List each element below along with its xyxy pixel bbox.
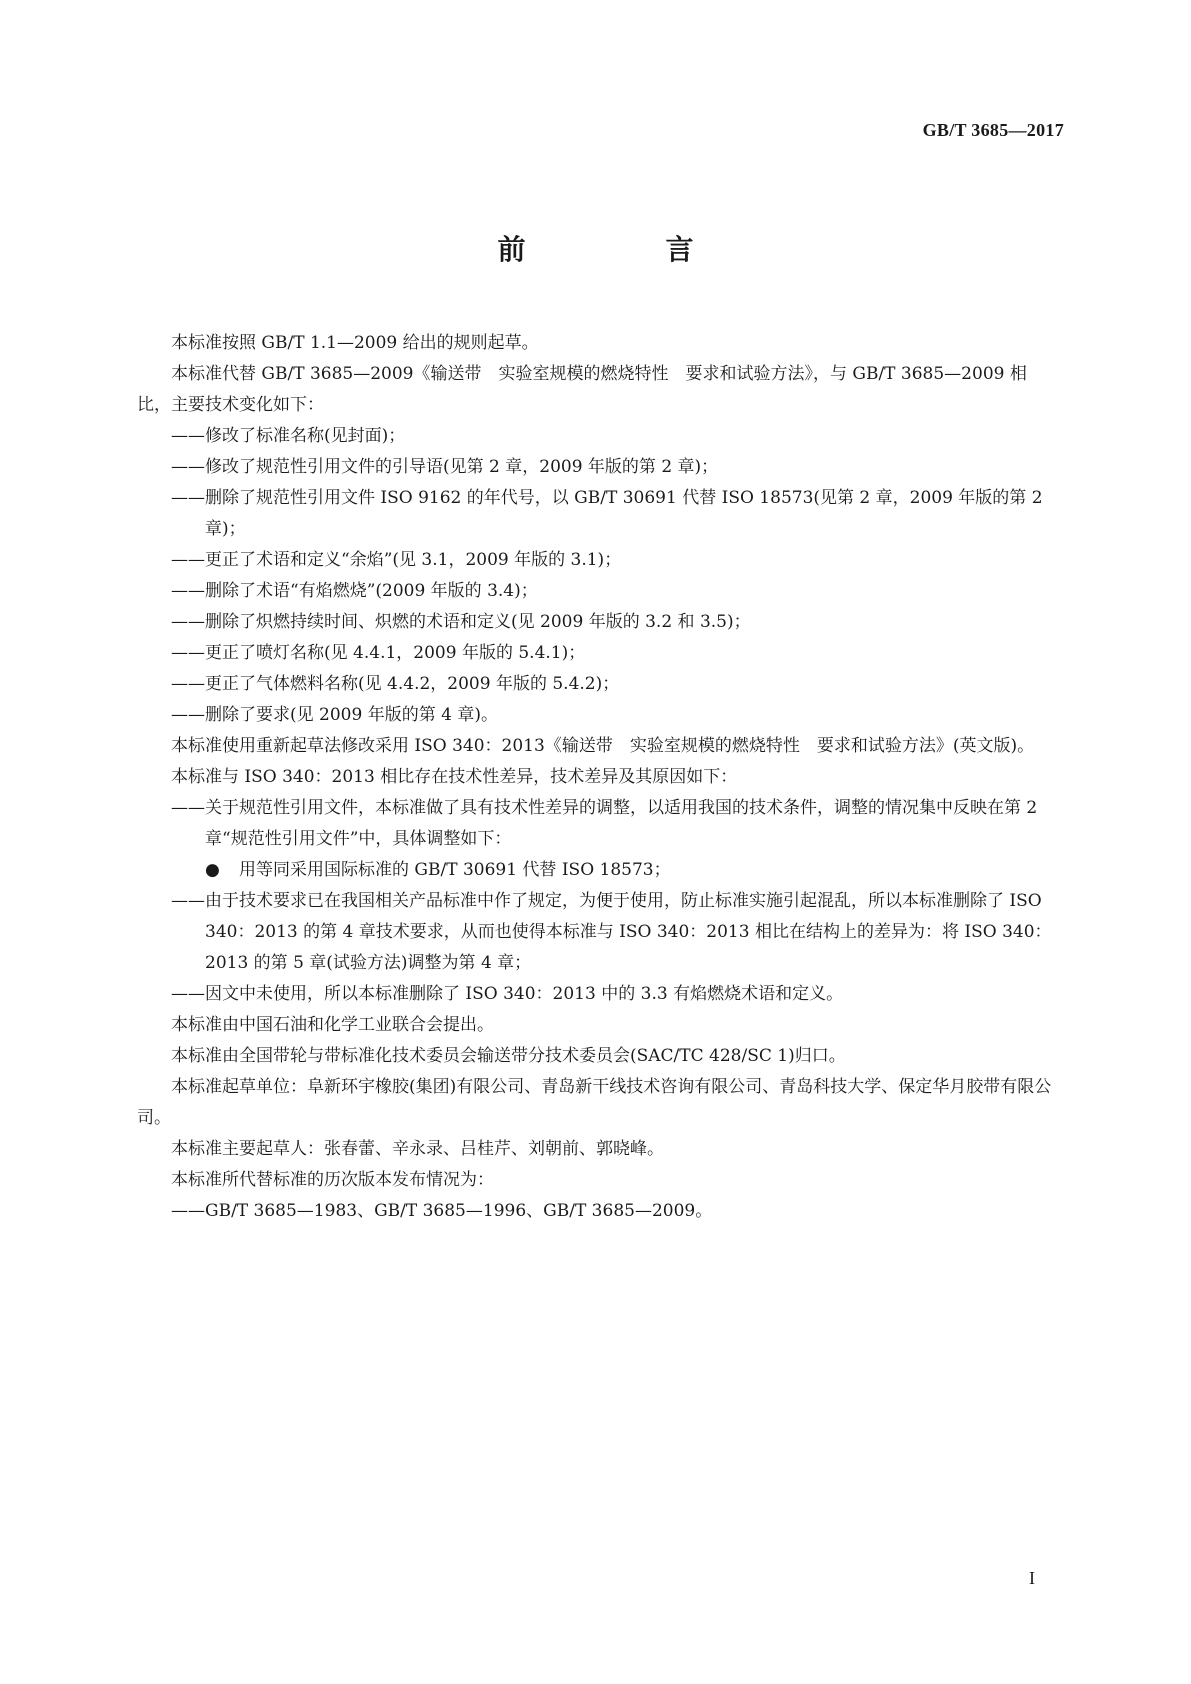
- bullet-icon: ●: [205, 860, 220, 880]
- paragraph-drafters: 本标准主要起草人：张春蕾、辛永录、吕桂芹、刘朝前、郭晓峰。: [171, 1139, 664, 1159]
- paragraph-managed-by: 本标准由全国带轮与带标准化技术委员会输送带分技术委员会(SAC/TC 428/SC 1)归口。: [171, 1046, 846, 1066]
- paragraph-proposed-by: 本标准由中国石油和化学工业联合会提出。: [171, 1015, 494, 1035]
- page-number: I: [1029, 1568, 1035, 1588]
- change-item: ——删除了规范性引用文件 ISO 9162 的年代号，以 GB/T 30691 代替 ISO 18573(见第 2 章，2009 年版的第 2 章)；: [171, 488, 1043, 539]
- change-item: ——更正了喷灯名称(见 4.4.1，2009 年版的 5.4.1)；: [171, 643, 586, 663]
- bullet-item: [137, 855, 1055, 886]
- paragraph-replaces: 本标准代替 GB/T 3685—2009《输送带 实验室规模的燃烧特性 要求和试验方法》，与 GB/T 3685—2009 相比，主要技术变化如下：: [137, 364, 1027, 415]
- change-item: ——删除了要求(见 2009 年版的第 4 章)。: [171, 705, 498, 725]
- difference-item: ——因文中未使用，所以本标准删除了 ISO 340：2013 中的 3.3 有焰燃烧术语和定义。: [171, 984, 844, 1004]
- change-item: ——删除了术语“有焰燃烧”(2009 年版的 3.4)；: [171, 581, 538, 601]
- standard-code: GB/T 3685—2017: [922, 120, 1064, 140]
- change-item: ——更正了术语和定义“余焰”(见 3.1，2009 年版的 3.1)；: [171, 550, 622, 570]
- change-item: ——删除了炽燃持续时间、炽燃的术语和定义(见 2009 年版的 3.2 和 3.5)；: [171, 612, 751, 632]
- paragraph-adoption: 本标准使用重新起草法修改采用 ISO 340：2013《输送带 实验室规模的燃烧特性 要求和试验方法》(英文版)。: [171, 736, 1035, 756]
- bullet-text: 用等同采用国际标准的 GB/T 30691 代替 ISO 18573；: [239, 860, 671, 880]
- change-item: ——更正了气体燃料名称(见 4.4.2，2009 年版的 5.4.2)；: [171, 674, 620, 694]
- difference-item: ——由于技术要求已在我国相关产品标准中作了规定，为便于使用，防止标准实施引起混乱，所以本标准删除了 ISO 340：2013 的第 4 章技术要求，从而也使得本标准与 ISO 340：2013 相比在结构上的差异为：将 ISO 340：2013 的第 5 章(试验方法)调整为第 4 章；: [171, 891, 1052, 973]
- change-item: ——修改了标准名称(见封面)；: [171, 426, 406, 446]
- foreword-body: [137, 328, 1055, 1227]
- page-title: 前 言: [497, 233, 750, 266]
- paragraph-history: 本标准所代替标准的历次版本发布情况为：: [171, 1170, 494, 1190]
- paragraph-drafting-units: 本标准起草单位：阜新环宇橡胶(集团)有限公司、青岛新干线技术咨询有限公司、青岛科技大学、保定华月胶带有限公司。: [137, 1077, 1052, 1128]
- paragraph-differences: 本标准与 ISO 340：2013 相比存在技术性差异，技术差异及其原因如下：: [171, 767, 738, 787]
- paragraph-drafting-rule: 本标准按照 GB/T 1.1—2009 给出的规则起草。: [171, 333, 539, 353]
- change-item: ——修改了规范性引用文件的引导语(见第 2 章，2009 年版的第 2 章)；: [171, 457, 719, 477]
- history-item: ——GB/T 3685—1983、GB/T 3685—1996、GB/T 3685—2009。: [171, 1201, 713, 1221]
- difference-item: ——关于规范性引用文件，本标准做了具有技术性差异的调整，以适用我国的技术条件，调整的情况集中反映在第 2 章“规范性引用文件”中，具体调整如下：: [171, 798, 1038, 849]
